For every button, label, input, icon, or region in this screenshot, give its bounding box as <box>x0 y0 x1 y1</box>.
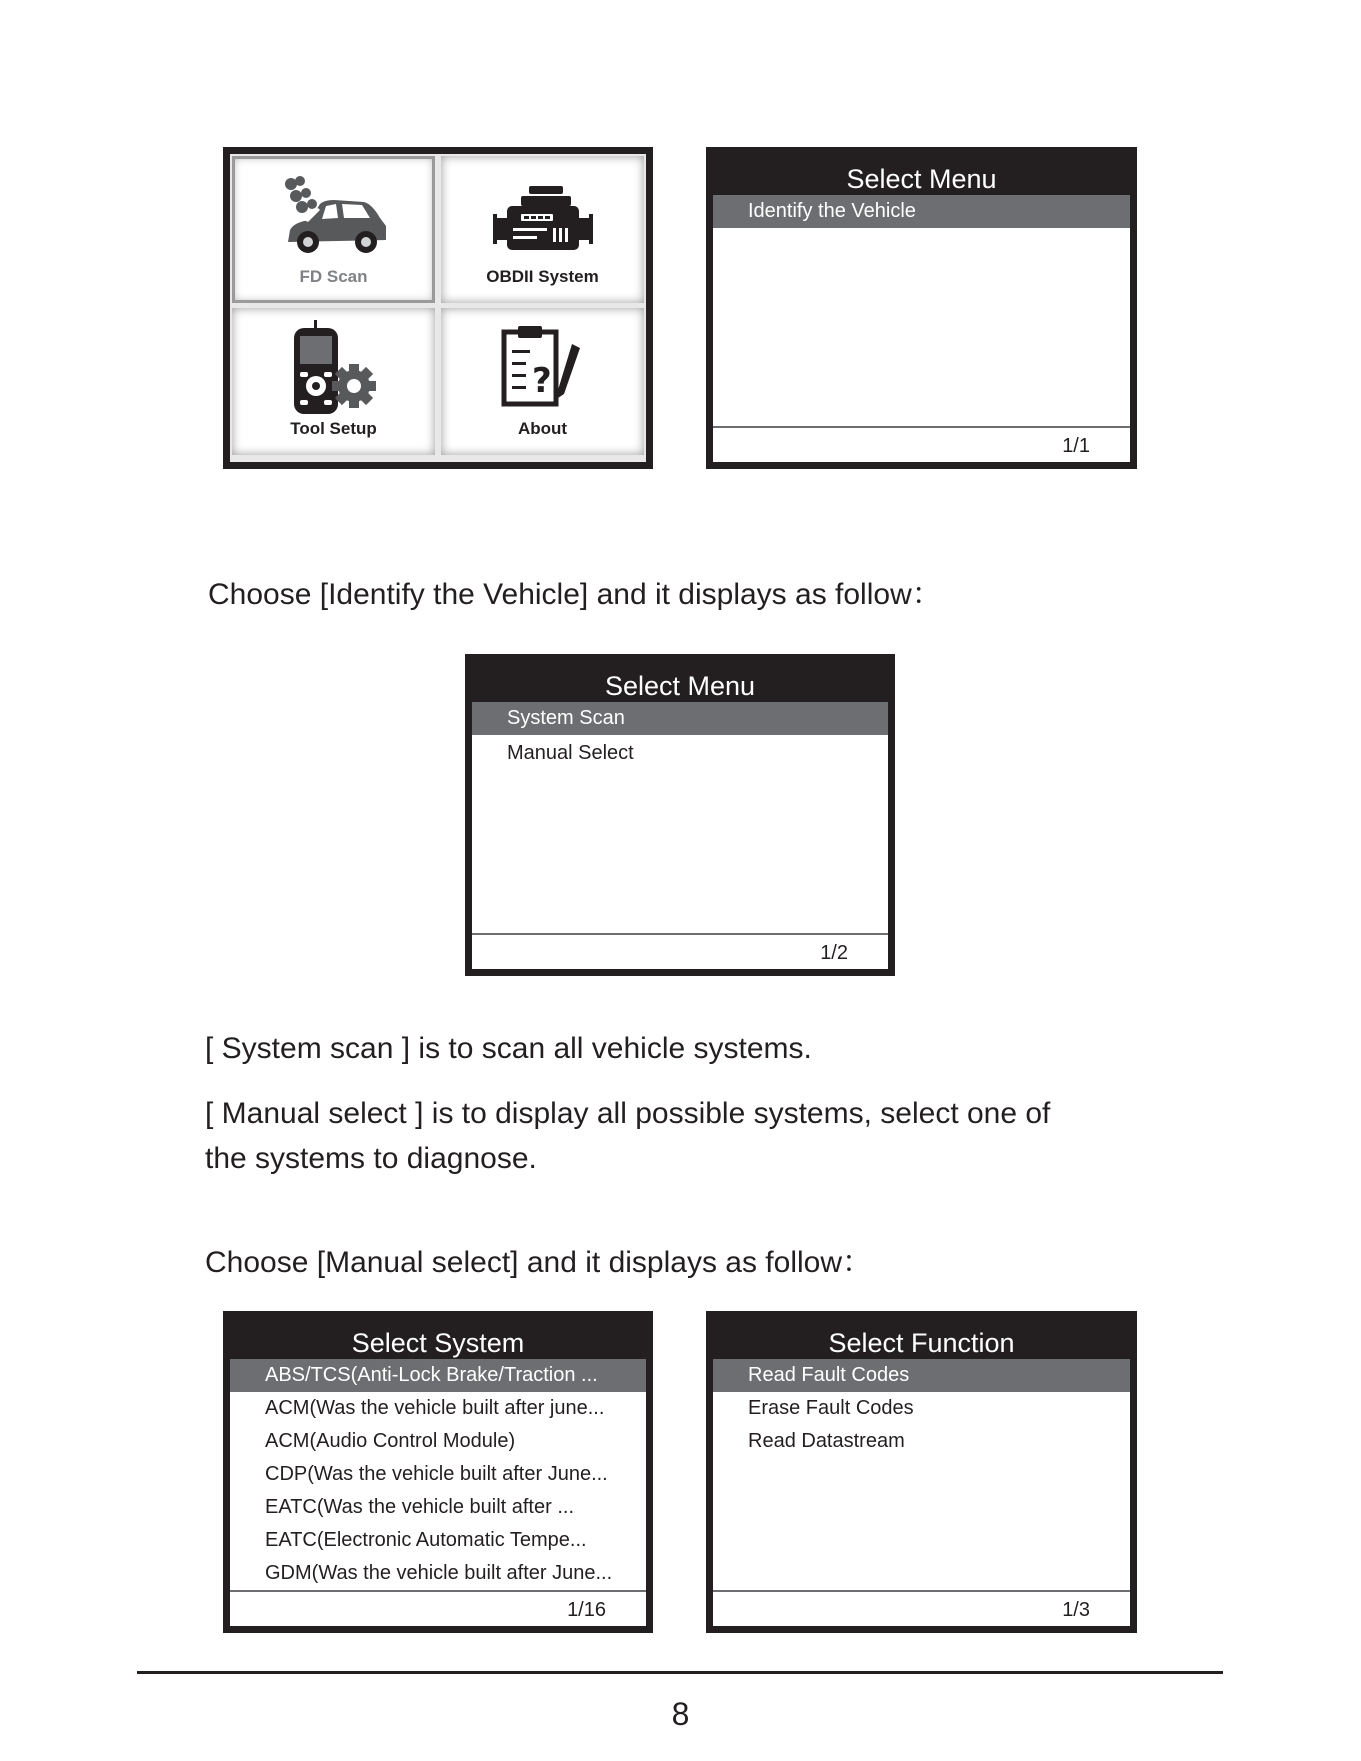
description-system-scan: [ System scan ] is to scan all vehicle systems. <box>205 1032 812 1065</box>
menu-item-identify-vehicle[interactable]: Identify the Vehicle <box>713 195 1130 228</box>
description-manual-select-line1: [ Manual select ] is to display all possible systems, select one of <box>205 1097 1051 1130</box>
page-indicator <box>713 426 1130 462</box>
engine-icon <box>493 182 593 272</box>
screen-title: Select System <box>230 1318 646 1359</box>
menu-cell-label: OBDII System <box>486 267 599 286</box>
function-item-read-datastream[interactable]: Read Datastream <box>748 1430 905 1452</box>
system-item[interactable]: ACM(Audio Control Module) <box>265 1430 516 1452</box>
instruction-text: Choose [Manual select] and it displays as follow： <box>205 1246 873 1279</box>
system-item[interactable]: GDM(Was the vehicle built after June... <box>265 1562 613 1584</box>
clipboard-question-icon <box>498 324 588 414</box>
system-item[interactable]: EATC(Was the vehicle built after ... <box>265 1496 574 1518</box>
car-smoke-icon <box>274 174 394 264</box>
description-manual-select-line2: the systems to diagnose. <box>205 1142 537 1175</box>
footer-divider <box>137 1671 1223 1674</box>
screen-title: Select Function <box>713 1318 1130 1359</box>
menu-cell-label: FD Scan <box>299 267 368 286</box>
menu-cell-fd-scan[interactable] <box>232 156 435 303</box>
function-item-erase-fault-codes[interactable]: Erase Fault Codes <box>748 1397 914 1419</box>
select-function-screen <box>706 1311 1137 1633</box>
menu-item-manual-select[interactable]: Manual Select <box>507 742 634 764</box>
menu-cell-label: About <box>517 419 568 438</box>
page-indicator <box>230 1590 646 1626</box>
screen-title: Select Menu <box>713 154 1130 195</box>
function-item-read-fault-codes[interactable]: Read Fault Codes <box>713 1359 1130 1392</box>
svg-text:?: ? <box>531 361 552 401</box>
select-menu-screen-2 <box>465 654 895 976</box>
menu-cell-about[interactable] <box>441 308 644 455</box>
page-counter: 1/2 <box>820 942 848 964</box>
page-number: 8 <box>671 1696 690 1732</box>
page-counter: 1/3 <box>1062 1599 1090 1621</box>
select-system-screen <box>223 1311 653 1633</box>
system-item[interactable]: EATC(Electronic Automatic Tempe... <box>265 1529 587 1551</box>
select-menu-screen-1 <box>706 147 1137 469</box>
scanner-gear-icon <box>284 320 384 420</box>
screen-title: Select Menu <box>472 661 888 702</box>
page-indicator <box>472 933 888 969</box>
page-counter: 1/1 <box>1062 435 1090 457</box>
menu-item-system-scan[interactable]: System Scan <box>472 702 888 735</box>
page-indicator <box>713 1590 1130 1626</box>
system-item[interactable]: ACM(Was the vehicle built after june... <box>265 1397 605 1419</box>
page-counter: 1/16 <box>567 1599 606 1621</box>
instruction-text: Choose [Identify the Vehicle] and it displays as follow： <box>208 578 942 611</box>
menu-cell-label: Tool Setup <box>290 419 377 438</box>
system-item[interactable]: CDP(Was the vehicle built after June... <box>265 1463 608 1485</box>
system-item[interactable]: ABS/TCS(Anti-Lock Brake/Traction ... <box>230 1359 646 1392</box>
menu-cell-obdii-system[interactable] <box>441 156 644 303</box>
menu-cell-tool-setup[interactable] <box>232 308 435 455</box>
main-menu-screen <box>223 147 653 469</box>
